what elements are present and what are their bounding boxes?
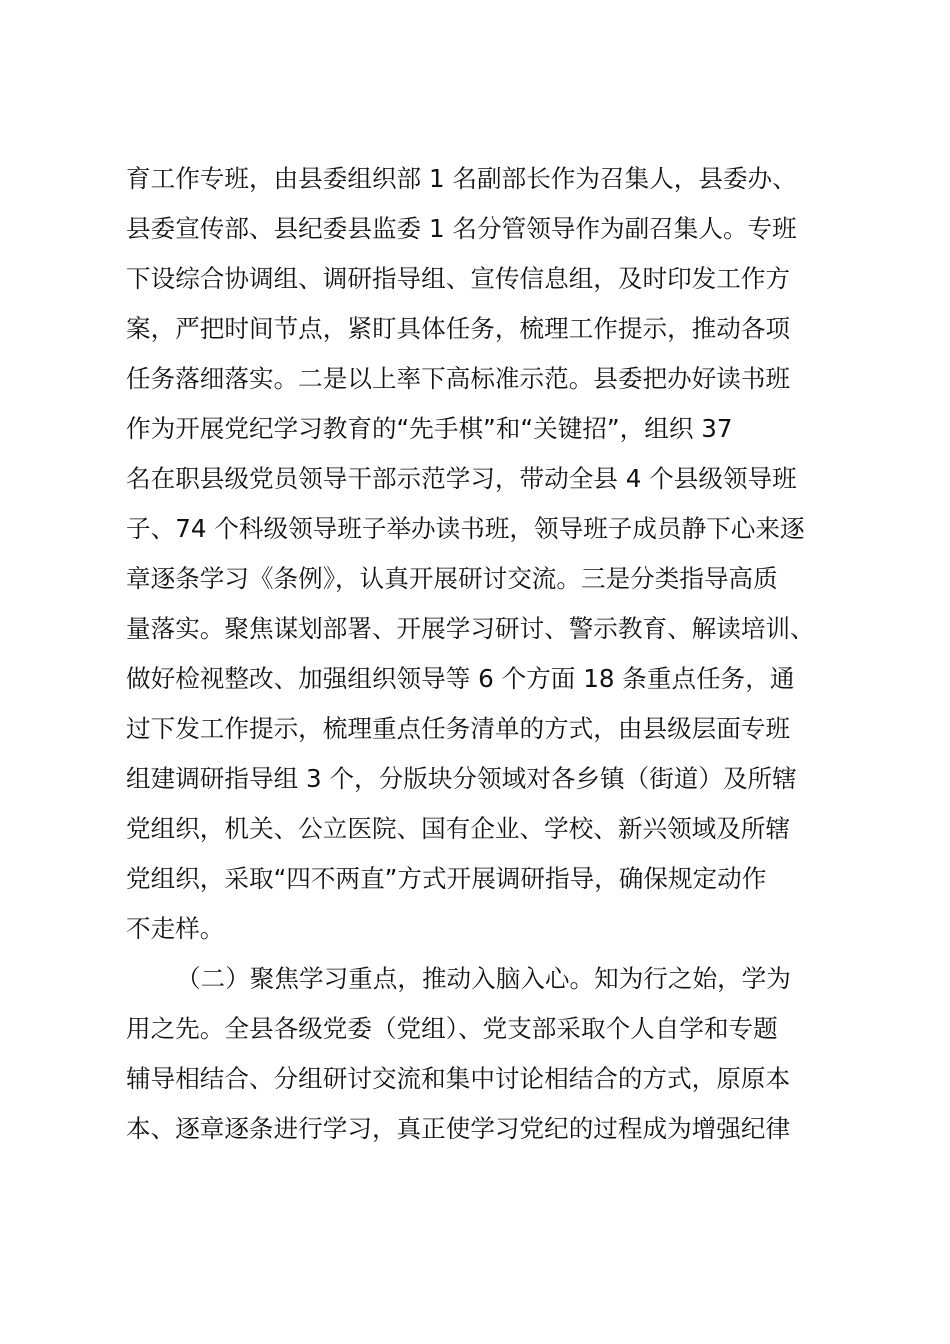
paragraph-line: 县委宣传部、县纪委县监委 1 名分管领导作为副召集人。专班 [126, 214, 797, 243]
paragraph-line: 用之先。全县各级党委（党组）、党支部采取个人自学和专题 [126, 1014, 778, 1043]
paragraph-line: 作为开展党纪学习教育的“先手棋”和“关键招”，组织 37 [126, 414, 733, 443]
section-heading-line: （二）聚焦学习重点，推动入脑入心。知为行之始，学为 [176, 964, 791, 993]
paragraph-line: 案，严把时间节点，紧盯具体任务，梳理工作提示，推动各项 [126, 314, 791, 343]
paragraph-line: 党组织，机关、公立医院、国有企业、学校、新兴领域及所辖 [126, 814, 791, 843]
document-body [126, 154, 838, 1154]
paragraph-line: 下设综合协调组、调研指导组、宣传信息组，及时印发工作方 [126, 264, 791, 293]
paragraph-line: 辅导相结合、分组研讨交流和集中讨论相结合的方式，原原本 [126, 1064, 791, 1093]
paragraph-line: 做好检视整改、加强组织领导等 6 个方面 18 条重点任务，通 [126, 664, 795, 693]
paragraph-line: 名在职县级党员领导干部示范学习，带动全县 4 个县级领导班 [126, 464, 797, 493]
paragraph-line: 量落实。聚焦谋划部署、开展学习研讨、警示教育、解读培训、 [126, 614, 815, 643]
paragraph-line: 不走样。 [126, 914, 225, 943]
paragraph-line: 章逐条学习《条例》，认真开展研讨交流。三是分类指导高质 [126, 564, 778, 593]
paragraph-line: 子、74 个科级领导班子举办读书班，领导班子成员静下心来逐 [126, 514, 805, 543]
paragraph-line: 过下发工作提示，梳理重点任务清单的方式，由县级层面专班 [126, 714, 791, 743]
paragraph-2 [126, 954, 838, 1154]
paragraph-line: 组建调研指导组 3 个，分版块分领域对各乡镇（街道）及所辖 [126, 764, 797, 793]
paragraph-line: 任务落细落实。二是以上率下高标准示范。县委把办好读书班 [126, 364, 791, 393]
paragraph-line: 育工作专班，由县委组织部 1 名副部长作为召集人，县委办、 [126, 164, 797, 193]
paragraph-1 [126, 154, 838, 954]
paragraph-line: 本、逐章逐条进行学习，真正使学习党纪的过程成为增强纪律 [126, 1114, 791, 1143]
paragraph-line: 党组织，采取“四不两直”方式开展调研指导，确保规定动作 [126, 864, 767, 893]
